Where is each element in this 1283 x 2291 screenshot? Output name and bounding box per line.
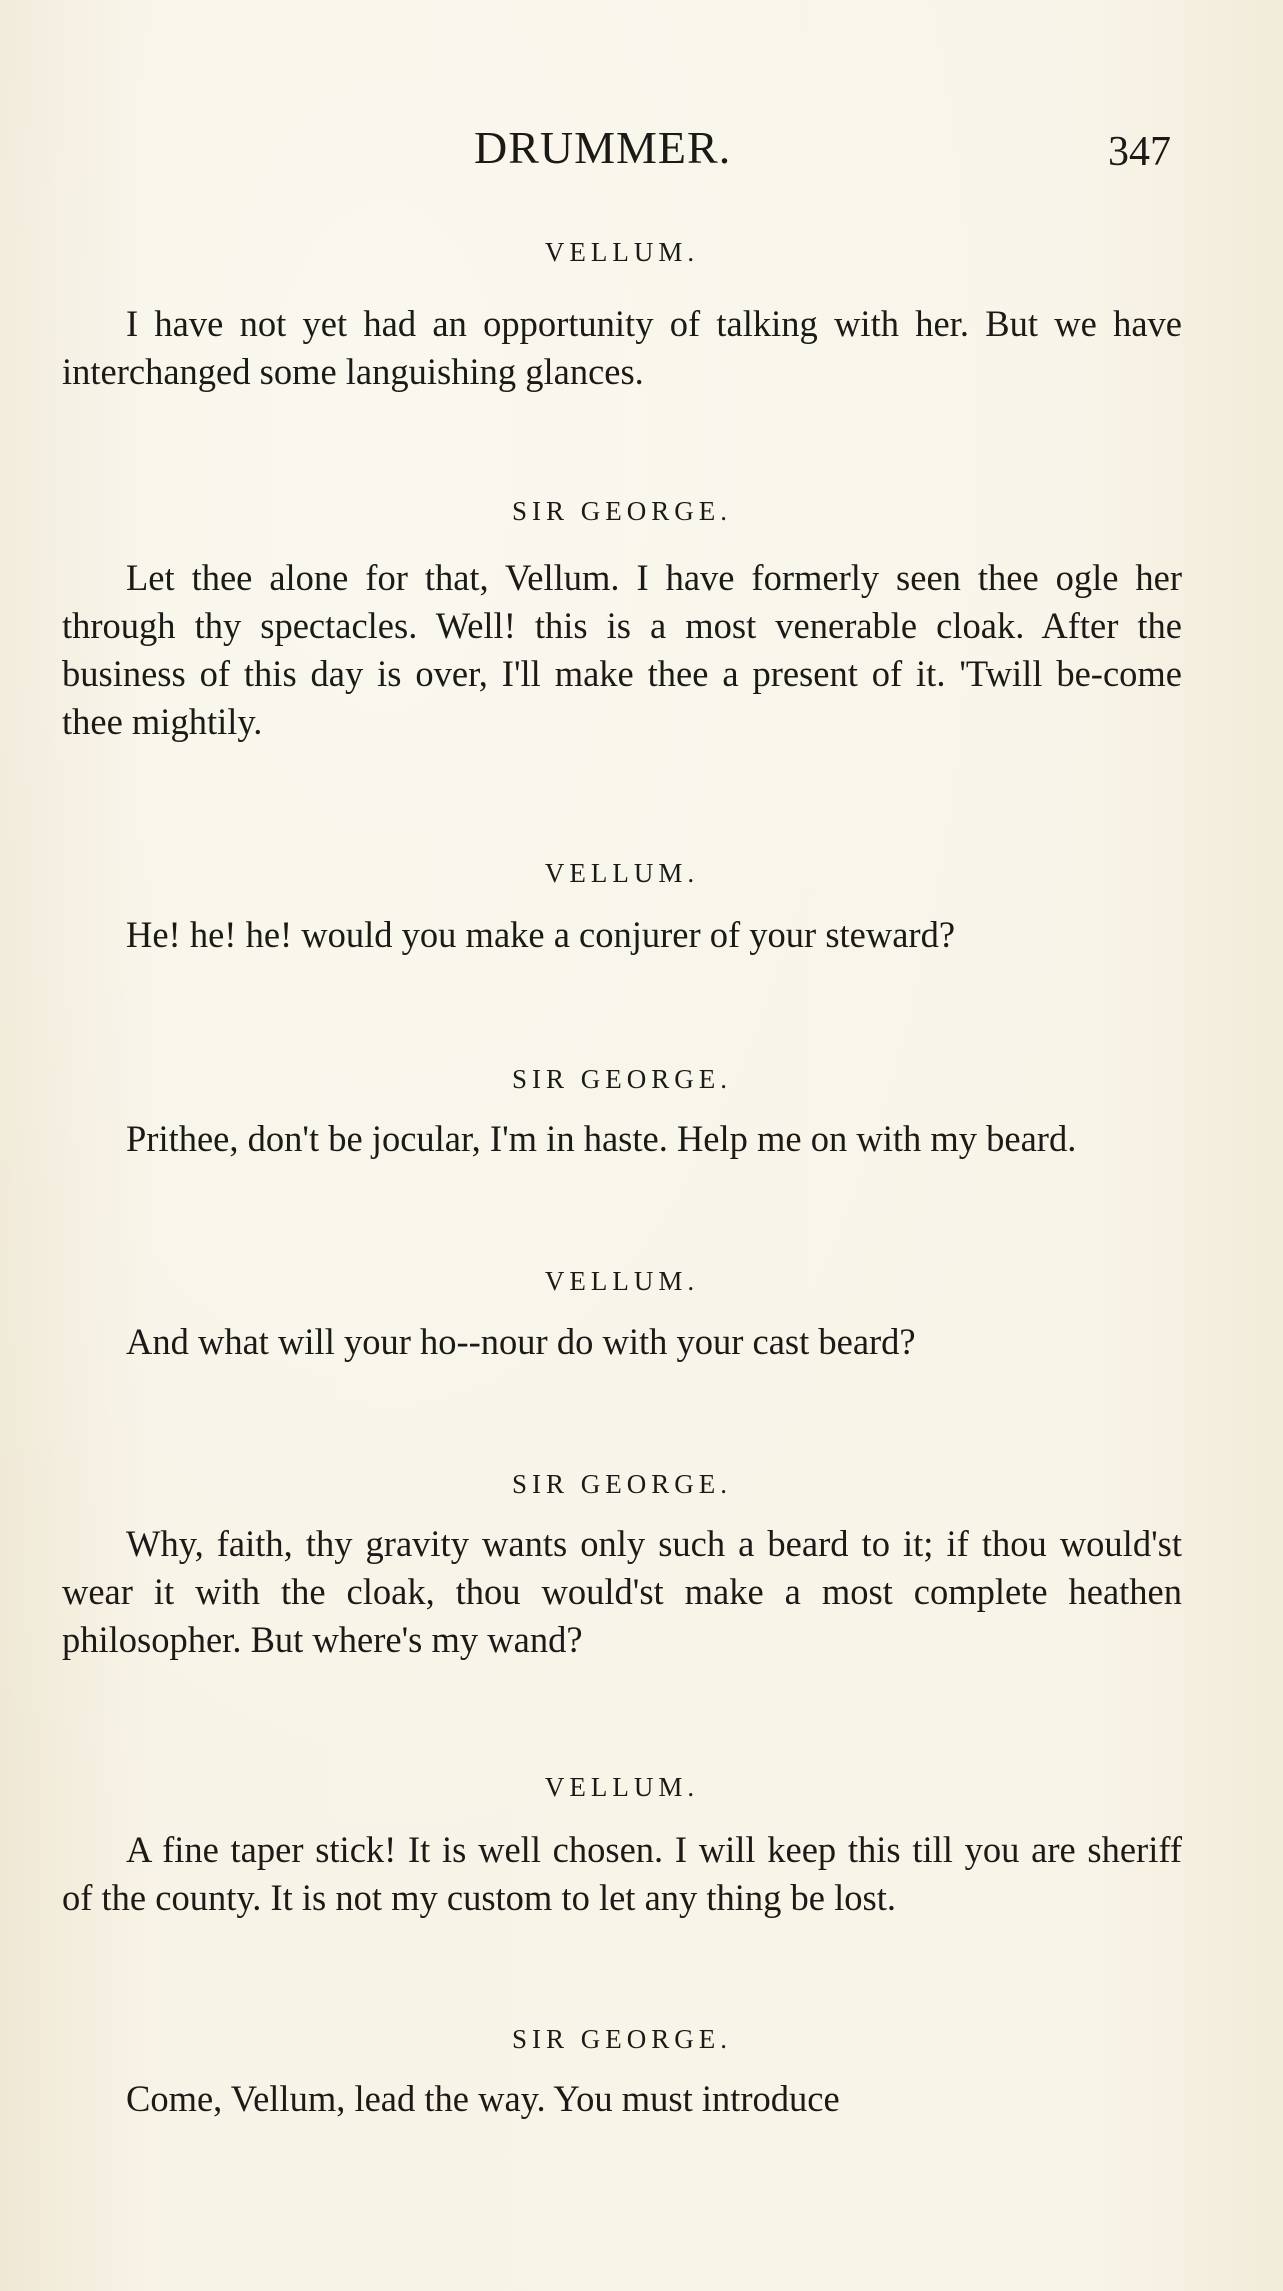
dialogue-block <box>62 2075 1182 2123</box>
speaker-name: SIR GEORGE. <box>511 1469 732 1499</box>
speaker-name: SIR GEORGE. <box>511 496 732 526</box>
dialogue-block <box>62 300 1182 396</box>
dialogue-block <box>62 911 1182 959</box>
speaker-name: VELLUM. <box>544 858 700 888</box>
dialogue-block <box>62 1115 1182 1163</box>
dialogue-block <box>62 1264 1182 1298</box>
speech-text: Let thee alone for that, Vellum. I have formerly seen thee ogle her through thy spectacles. Well! this is a most venerable cloak. After the business of this day is over, I'll make thee a present of it. 'Twill be-come thee mightily. <box>62 557 1182 742</box>
speech-text: Come, Vellum, lead the way. You must introduce <box>126 2078 840 2119</box>
speech-text: Prithee, don't be jocular, I'm in haste. Help me on with my beard. <box>126 1118 1077 1159</box>
page-number: 347 <box>1108 129 1171 175</box>
speaker-name: SIR GEORGE. <box>511 2024 732 2054</box>
dialogue-block <box>62 1826 1182 1922</box>
dialogue-block <box>62 1467 1182 1501</box>
dialogue-block <box>62 1520 1182 1664</box>
speaker-name: VELLUM. <box>544 1772 700 1802</box>
dialogue-block <box>62 554 1182 746</box>
running-title: DRUMMER. <box>474 122 732 173</box>
dialogue-block <box>62 235 1182 269</box>
speech-text: I have not yet had an opportunity of talking with her. But we have interchanged some languishing glances. <box>62 303 1182 392</box>
speaker-name: VELLUM. <box>544 237 700 267</box>
speech-text: A fine taper stick! It is well chosen. I will keep this till you are sheriff of the county. It is not my custom to let any thing be lost. <box>62 1829 1182 1918</box>
dialogue-block <box>62 856 1182 890</box>
speaker-name: VELLUM. <box>544 1266 700 1296</box>
running-head <box>0 118 1283 178</box>
dialogue-block <box>62 1770 1182 1804</box>
dialogue-block <box>62 494 1182 528</box>
dialogue-block <box>62 2022 1182 2056</box>
dialogue-block <box>62 1062 1182 1096</box>
dialogue-block <box>62 1318 1182 1366</box>
speech-text: And what will your ho--nour do with your cast beard? <box>126 1321 916 1362</box>
speech-text: He! he! he! would you make a conjurer of your steward? <box>126 914 956 955</box>
speech-text: Why, faith, thy gravity wants only such a beard to it; if thou would'st wear it with the cloak, thou would'st make a most complete heathen philosopher. But where's my wand? <box>62 1523 1182 1660</box>
speaker-name: SIR GEORGE. <box>511 1064 732 1094</box>
